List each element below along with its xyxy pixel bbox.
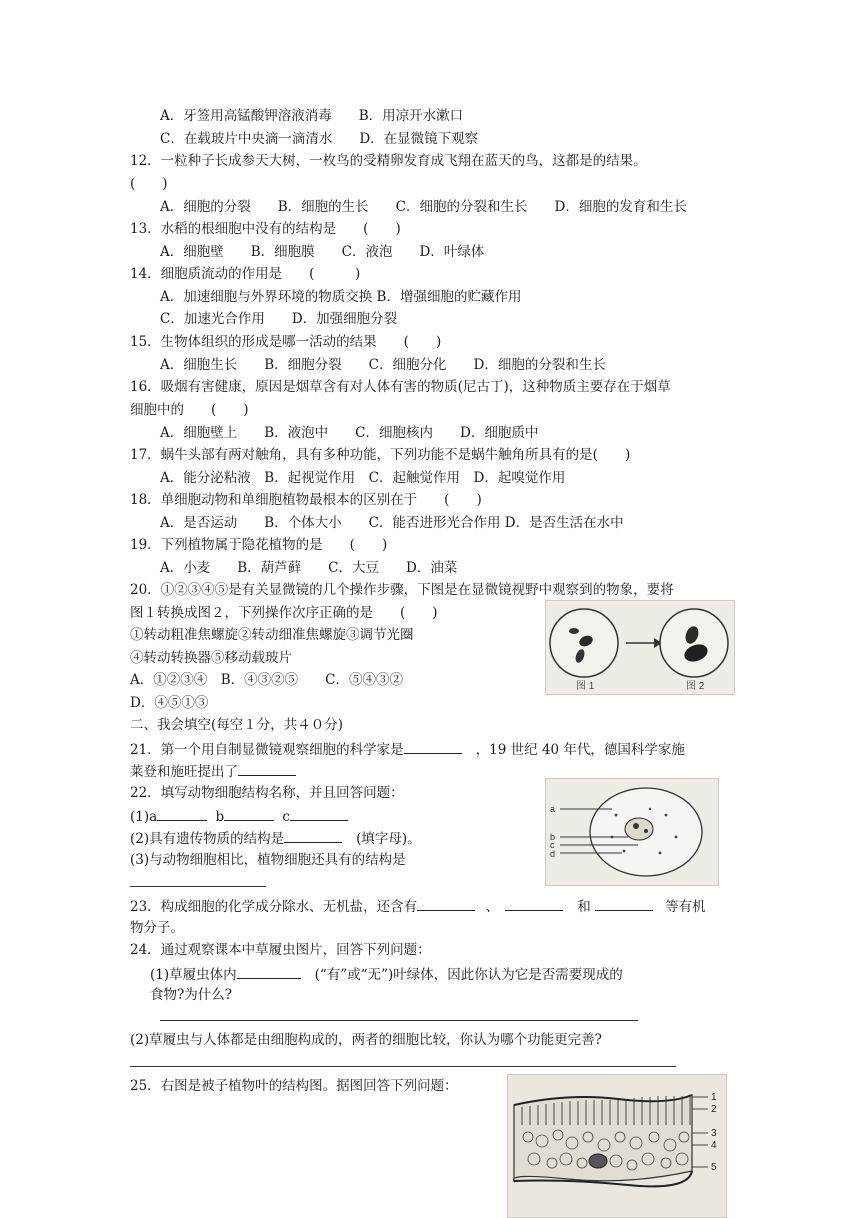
- q24-blank-chloroplast[interactable]: [237, 964, 301, 979]
- q14-options-ab: A．加速细胞与外界环境的物质交换 B．增强细胞的贮藏作用: [160, 289, 522, 305]
- q22-part2-text: (2)具有遗传物质的结构是: [130, 831, 285, 847]
- q17-options: A．能分泌粘液 B．起视觉作用 C．起触觉作用 D．起嗅觉作用: [160, 470, 566, 486]
- q24-part1-tail: (“有”或“无”)叶绿体，因此你认为它是否需要现成的: [314, 967, 623, 983]
- q22-blank-a[interactable]: [157, 806, 207, 821]
- q24-answer-line-2[interactable]: [130, 1066, 676, 1067]
- q23-tail: 等有机: [665, 899, 706, 915]
- q13-options: A．细胞壁 B．细胞膜 C．液泡 D．叶绿体: [160, 244, 485, 260]
- q16-options: A．细胞壁上 B．液泡中 C．细胞核内 D．细胞质中: [160, 425, 539, 441]
- q25-stem: 25．右图是被子植物叶的结构图。据图回答下列问题：: [130, 1078, 458, 1094]
- leaf-label-2: 2: [711, 1104, 717, 1115]
- section-2-heading: 二、我会填空(每空１分，共４０分): [130, 717, 344, 733]
- leaf-label-5: 5: [711, 1162, 717, 1173]
- figure-1-label: 图 1: [576, 681, 595, 692]
- q23-blank-1[interactable]: [417, 896, 475, 911]
- q15-options: A．细胞生长 B．细胞分裂 C．细胞分化 D．细胞的分裂和生长: [160, 357, 606, 373]
- q11-options-cd: C．在载玻片中央滴一滴清水 D．在显微镜下观察: [160, 131, 479, 147]
- q17-stem: 17．蜗牛头部有两对触角，具有多种功能，下列功能不是蜗牛触角所具有的是( ): [130, 447, 631, 463]
- q15-stem: 15．生物体组织的形成是哪一活动的结果 ( ): [130, 334, 442, 350]
- q23-blank-2[interactable]: [505, 896, 563, 911]
- leaf-structure-figure: [507, 1074, 727, 1218]
- q24-stem: 24．通过观察课本中草履虫图片，回答下列问题：: [130, 942, 431, 958]
- q21-line2: [130, 761, 296, 781]
- q23-blank-3[interactable]: [595, 896, 653, 911]
- q20-steps-line2: ④转动转换器⑤移动载玻片: [130, 650, 292, 666]
- cell-label-b: b: [550, 832, 556, 842]
- q20-stem-line2: 图１转换成图２，下列操作次序正确的是 ( ): [130, 605, 438, 621]
- q18-options: A．是否运动 B．个体大小 C．能否进形光合作用 D．是否生活在水中: [160, 515, 624, 531]
- q21-text-2: ，19 世纪 40 年代，德国科学家施: [475, 742, 685, 758]
- q12-stem: 12．一粒种子长成参天大树，一枚鸟的受精卵发育成飞翔在蓝天的鸟，这都是的结果。: [130, 153, 647, 169]
- cell-label-c: c: [550, 840, 555, 850]
- q16-stem-line2: 细胞中的 ( ): [130, 402, 249, 418]
- q19-options: A．小麦 B．葫芦藓 C．大豆 D．油菜: [160, 560, 458, 576]
- figure-2-label: 图 2: [686, 681, 705, 692]
- q22-answer-line[interactable]: [130, 886, 266, 887]
- q12-options: A．细胞的分裂 B．细胞的生长 C．细胞的分裂和生长 D．细胞的发育和生长: [160, 199, 687, 215]
- q22-label-a: (1)a: [130, 809, 158, 825]
- q22-blank-c[interactable]: [290, 806, 348, 821]
- q20-option-d: D．④⑤①③: [130, 695, 209, 711]
- q24-part1-question: 食物?为什么?: [150, 987, 232, 1003]
- q13-stem: 13．水稻的根细胞中没有的结构是 ( ): [130, 221, 401, 237]
- q23-and: 和: [577, 899, 591, 915]
- q24-part1-text: (1)草履虫体内: [150, 967, 237, 983]
- q21-blank-2[interactable]: [238, 761, 296, 776]
- microscope-view-figure: [545, 600, 735, 695]
- q22-label-c: c: [282, 809, 290, 825]
- leaf-label-3: 3: [711, 1128, 717, 1139]
- q23-separator: 、: [485, 899, 499, 915]
- q19-stem: 19．下列植物属于隐花植物的是 ( ): [130, 537, 388, 553]
- q23-text: 23．构成细胞的化学成分除水、无机盐，还含有: [130, 899, 418, 915]
- cell-label-a: a: [550, 804, 556, 814]
- q11-options-ab: A．牙签用高锰酸钾溶液消毒 B．用凉开水漱口: [160, 108, 464, 124]
- animal-cell-figure: [545, 778, 719, 886]
- q20-steps-line1: ①转动粗准焦螺旋②转动细准焦螺旋③调节光圈: [130, 627, 414, 643]
- q24-answer-line-1[interactable]: [160, 1020, 638, 1021]
- q12-paren: ( ): [130, 176, 168, 192]
- leaf-label-4: 4: [711, 1140, 717, 1151]
- q24-part2: (2)草履虫与人体都是由细胞构成的，两者的细胞比较，你认为哪个功能更完善?: [130, 1032, 602, 1048]
- q23-line2: 物分子。: [130, 920, 184, 936]
- q21-blank-1[interactable]: [404, 739, 462, 754]
- cell-label-d: d: [550, 849, 556, 859]
- q18-stem: 18．单细胞动物和单细胞植物最根本的区别在于 ( ): [130, 492, 482, 508]
- q22-part2: [130, 828, 421, 848]
- leaf-label-1: 1: [711, 1092, 717, 1103]
- q22-part1: [130, 806, 348, 826]
- q22-blank-b[interactable]: [224, 806, 274, 821]
- q22-label-b: b: [215, 809, 225, 825]
- q23-line1: [130, 896, 706, 916]
- q22-part2-tail: (填字母)。: [356, 831, 421, 847]
- q21-text-1: 21．第一个用自制显微镜观察细胞的科学家是: [130, 742, 404, 758]
- q20-options-abc: A．①②③④ B．④③②⑤ C．⑤④③②: [130, 672, 403, 688]
- q21-text-3: 莱登和施旺提出了: [130, 764, 238, 780]
- q21-line1: [130, 739, 685, 759]
- q22-blank-genetic[interactable]: [284, 828, 342, 843]
- q22-stem: 22．填写动物细胞结构名称，并且回答问题：: [130, 785, 404, 801]
- q14-options-cd: C．加速光合作用 D．加强细胞分裂: [160, 311, 398, 327]
- q14-stem: 14．细胞质流动的作用是 ( ): [130, 266, 361, 282]
- q16-stem-line1: 16．吸烟有害健康，原因是烟草含有对人体有害的物质(尼古丁)，这种物质主要存在于烟草: [130, 379, 671, 395]
- q22-part3: (3)与动物细胞相比，植物细胞还具有的结构是: [130, 852, 406, 868]
- q24-part1: [150, 964, 623, 984]
- q20-stem-line1: 20．①②③④⑤是有关显微镜的几个操作步骤，下图是在显微镜视野中观察到的物象，要将: [130, 582, 674, 598]
